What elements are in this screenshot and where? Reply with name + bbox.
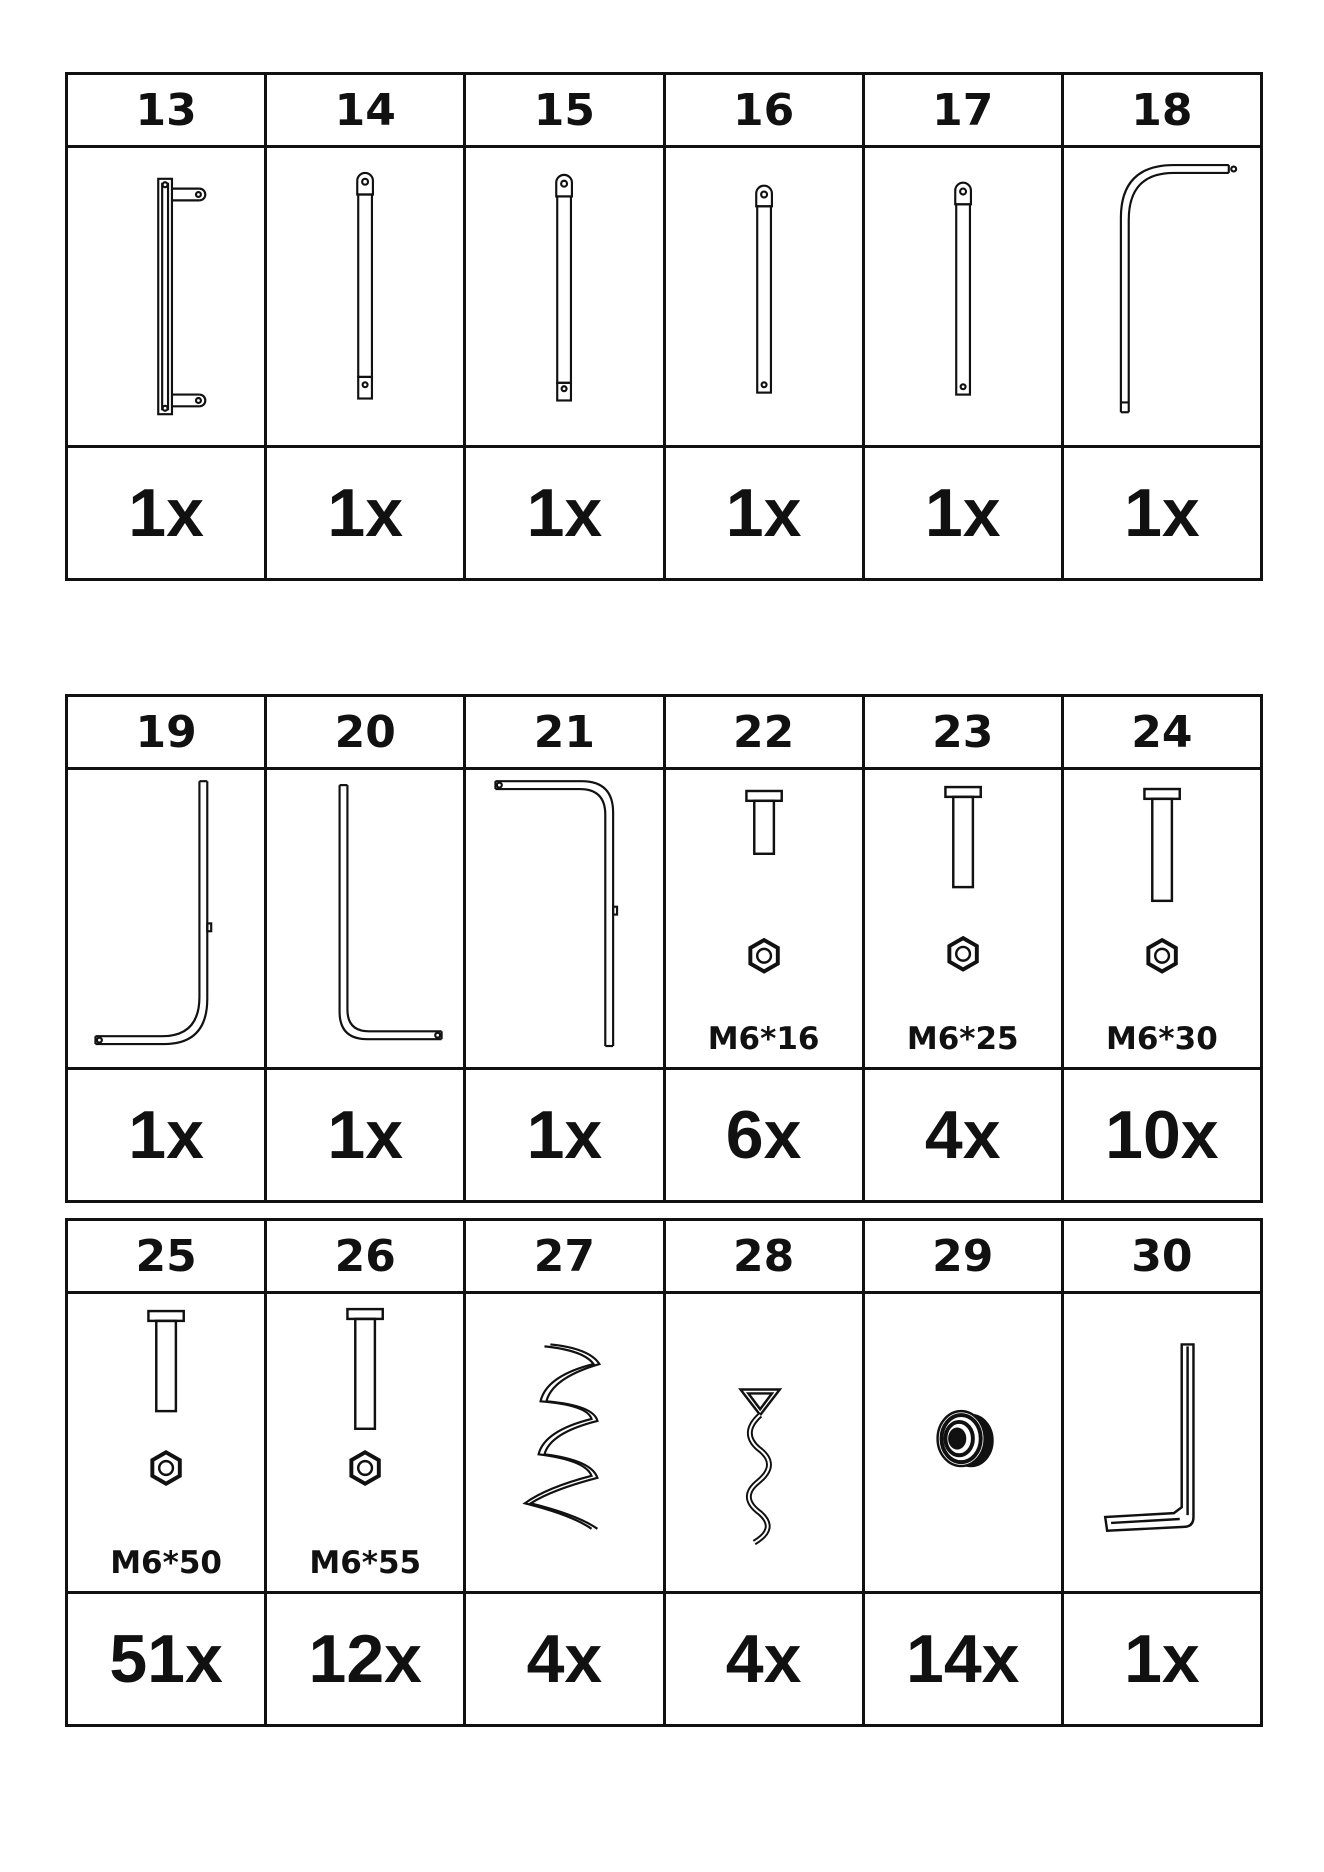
part-quantity: 14x [865,1594,1064,1727]
part-image [267,148,466,448]
part-image [865,770,1064,1070]
part-image [666,770,865,1070]
part-number: 21 [466,697,665,770]
part-spec: M6*25 [906,1021,1019,1057]
part-image [68,148,267,448]
part-quantity: 1x [1064,448,1263,581]
part-number: 29 [865,1221,1064,1294]
part-image [666,148,865,448]
ground-anchor-icon [666,1294,862,1591]
part-number: 15 [466,75,665,148]
straight-tube-icon [466,148,662,445]
part-quantity: 4x [666,1594,865,1727]
part-quantity: 1x [466,448,665,581]
allen-key-icon [1064,1294,1260,1591]
part-image [1064,1294,1263,1594]
part-number: 13 [68,75,267,148]
straight-tube-icon [267,148,463,445]
l-tube-icon [267,770,463,1067]
part-quantity: 4x [466,1594,665,1727]
bent-tube-icon [466,770,662,1067]
part-number: 17 [865,75,1064,148]
part-number: 24 [1064,697,1263,770]
spring-icon [466,1294,662,1591]
part-quantity: 1x [1064,1594,1263,1727]
part-quantity: 10x [1064,1070,1263,1203]
end-cap-icon [865,1294,1061,1591]
part-quantity: 1x [68,448,267,581]
part-image [865,1294,1064,1594]
part-number: 22 [666,697,865,770]
part-quantity: 1x [865,448,1064,581]
part-number: 23 [865,697,1064,770]
part-quantity: 1x [267,1070,466,1203]
part-image [666,1294,865,1594]
part-quantity: 1x [466,1070,665,1203]
part-quantity: 6x [666,1070,865,1203]
part-spec: M6*50 [110,1545,222,1581]
part-image [466,770,665,1070]
part-quantity: 1x [666,448,865,581]
parts-table-13-18 [65,72,1263,581]
part-image [865,148,1064,448]
l-tube-icon [68,770,264,1067]
part-image [1064,148,1263,448]
part-number: 28 [666,1221,865,1294]
part-spec: M6*30 [1106,1021,1218,1057]
part-spec: M6*55 [309,1545,422,1581]
part-quantity: 12x [267,1594,466,1727]
part-quantity: 51x [68,1594,267,1727]
straight-tube-icon [666,148,862,445]
parts-table-25-30 [65,1218,1263,1727]
part-number: 20 [267,697,466,770]
part-number: 18 [1064,75,1263,148]
part-quantity: 1x [68,1070,267,1203]
bent-tube-icon [1064,148,1260,445]
part-image [68,1294,267,1594]
part-image [267,770,466,1070]
part-image [466,148,665,448]
part-spec: M6*16 [707,1021,820,1057]
end-bar-with-tabs-icon [68,148,264,445]
straight-tube-icon [865,148,1061,445]
part-image [466,1294,665,1594]
part-number: 30 [1064,1221,1263,1294]
part-number: 26 [267,1221,466,1294]
part-quantity: 1x [267,448,466,581]
part-number: 27 [466,1221,665,1294]
parts-table-19-24 [65,694,1263,1203]
part-number: 25 [68,1221,267,1294]
part-number: 19 [68,697,267,770]
part-quantity: 4x [865,1070,1064,1203]
part-number: 16 [666,75,865,148]
part-image [68,770,267,1070]
part-image [1064,770,1263,1070]
part-number: 14 [267,75,466,148]
part-image [267,1294,466,1594]
